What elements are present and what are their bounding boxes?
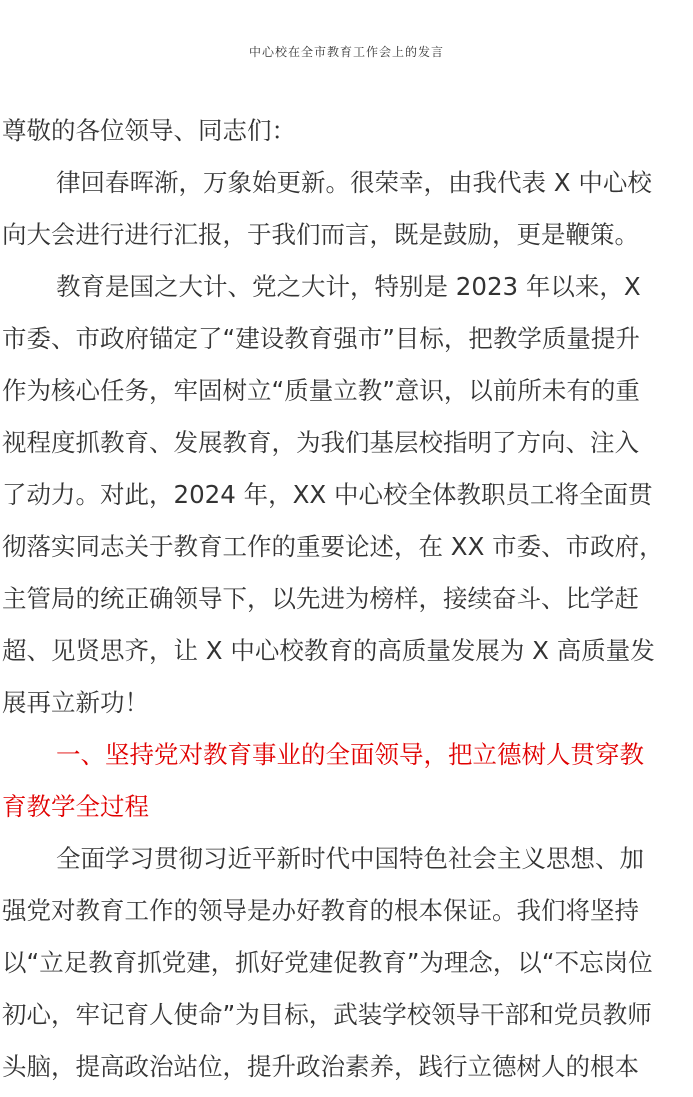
paragraph-line: 向大会进行进行汇报，于我们而言，既是鼓励，更是鞭策。 (2, 220, 639, 249)
paragraph-line: 作为核心任务，牢固树立“质量立教”意识，以前所未有的重 (2, 376, 640, 405)
paragraph-line: 强党对教育工作的领导是办好教育的根本保证。我们将坚持 (2, 896, 639, 925)
section-heading-line: 育教学全过程 (2, 792, 149, 821)
paragraph-line: 视程度抓教育、发展教育，为我们基层校指明了方向、注入 (2, 428, 639, 457)
paragraph-line: 以“立足教育抓党建，抓好党建促教育”为理念，以“不忘岗位 (2, 948, 653, 977)
paragraph-line: 教育是国之大计、党之大计，特别是 2023 年以来，X (56, 272, 641, 301)
paragraph-line: 超、见贤思齐，让 X 中心校教育的高质量发展为 X 高质量发 (2, 636, 655, 665)
paragraph-line: 展再立新功！ (2, 688, 149, 717)
paragraph-line: 主管局的统正确领导下，以先进为榜样，接续奋斗、比学赶 (2, 584, 639, 613)
paragraph-line: 全面学习贯彻习近平新时代中国特色社会主义思想、加 (56, 844, 644, 873)
paragraph-line: 律回春晖渐，万象始更新。很荣幸，由我代表 X 中心校 (56, 168, 652, 197)
paragraph-line: 初心，牢记育人使命”为目标，武装学校领导干部和党员教师 (2, 1000, 652, 1029)
paragraph-line: 市委、市政府锚定了“建设教育强市”目标，把教学质量提升 (2, 324, 640, 353)
section-heading-line: 一、坚持党对教育事业的全面领导，把立德树人贯穿教 (56, 740, 644, 769)
paragraph-line: 彻落实同志关于教育工作的重要论述，在 XX 市委、市政府， (2, 532, 664, 561)
salutation-line: 尊敬的各位领导、同志们： (2, 116, 296, 145)
paragraph-line: 了动力。对此，2024 年，XX 中心校全体教职员工将全面贯 (2, 480, 653, 509)
paragraph-line: 头脑，提高政治站位，提升政治素养，践行立德树人的根本 (2, 1052, 639, 1081)
document-title: 中心校在全市教育工作会上的发言 (248, 45, 444, 59)
